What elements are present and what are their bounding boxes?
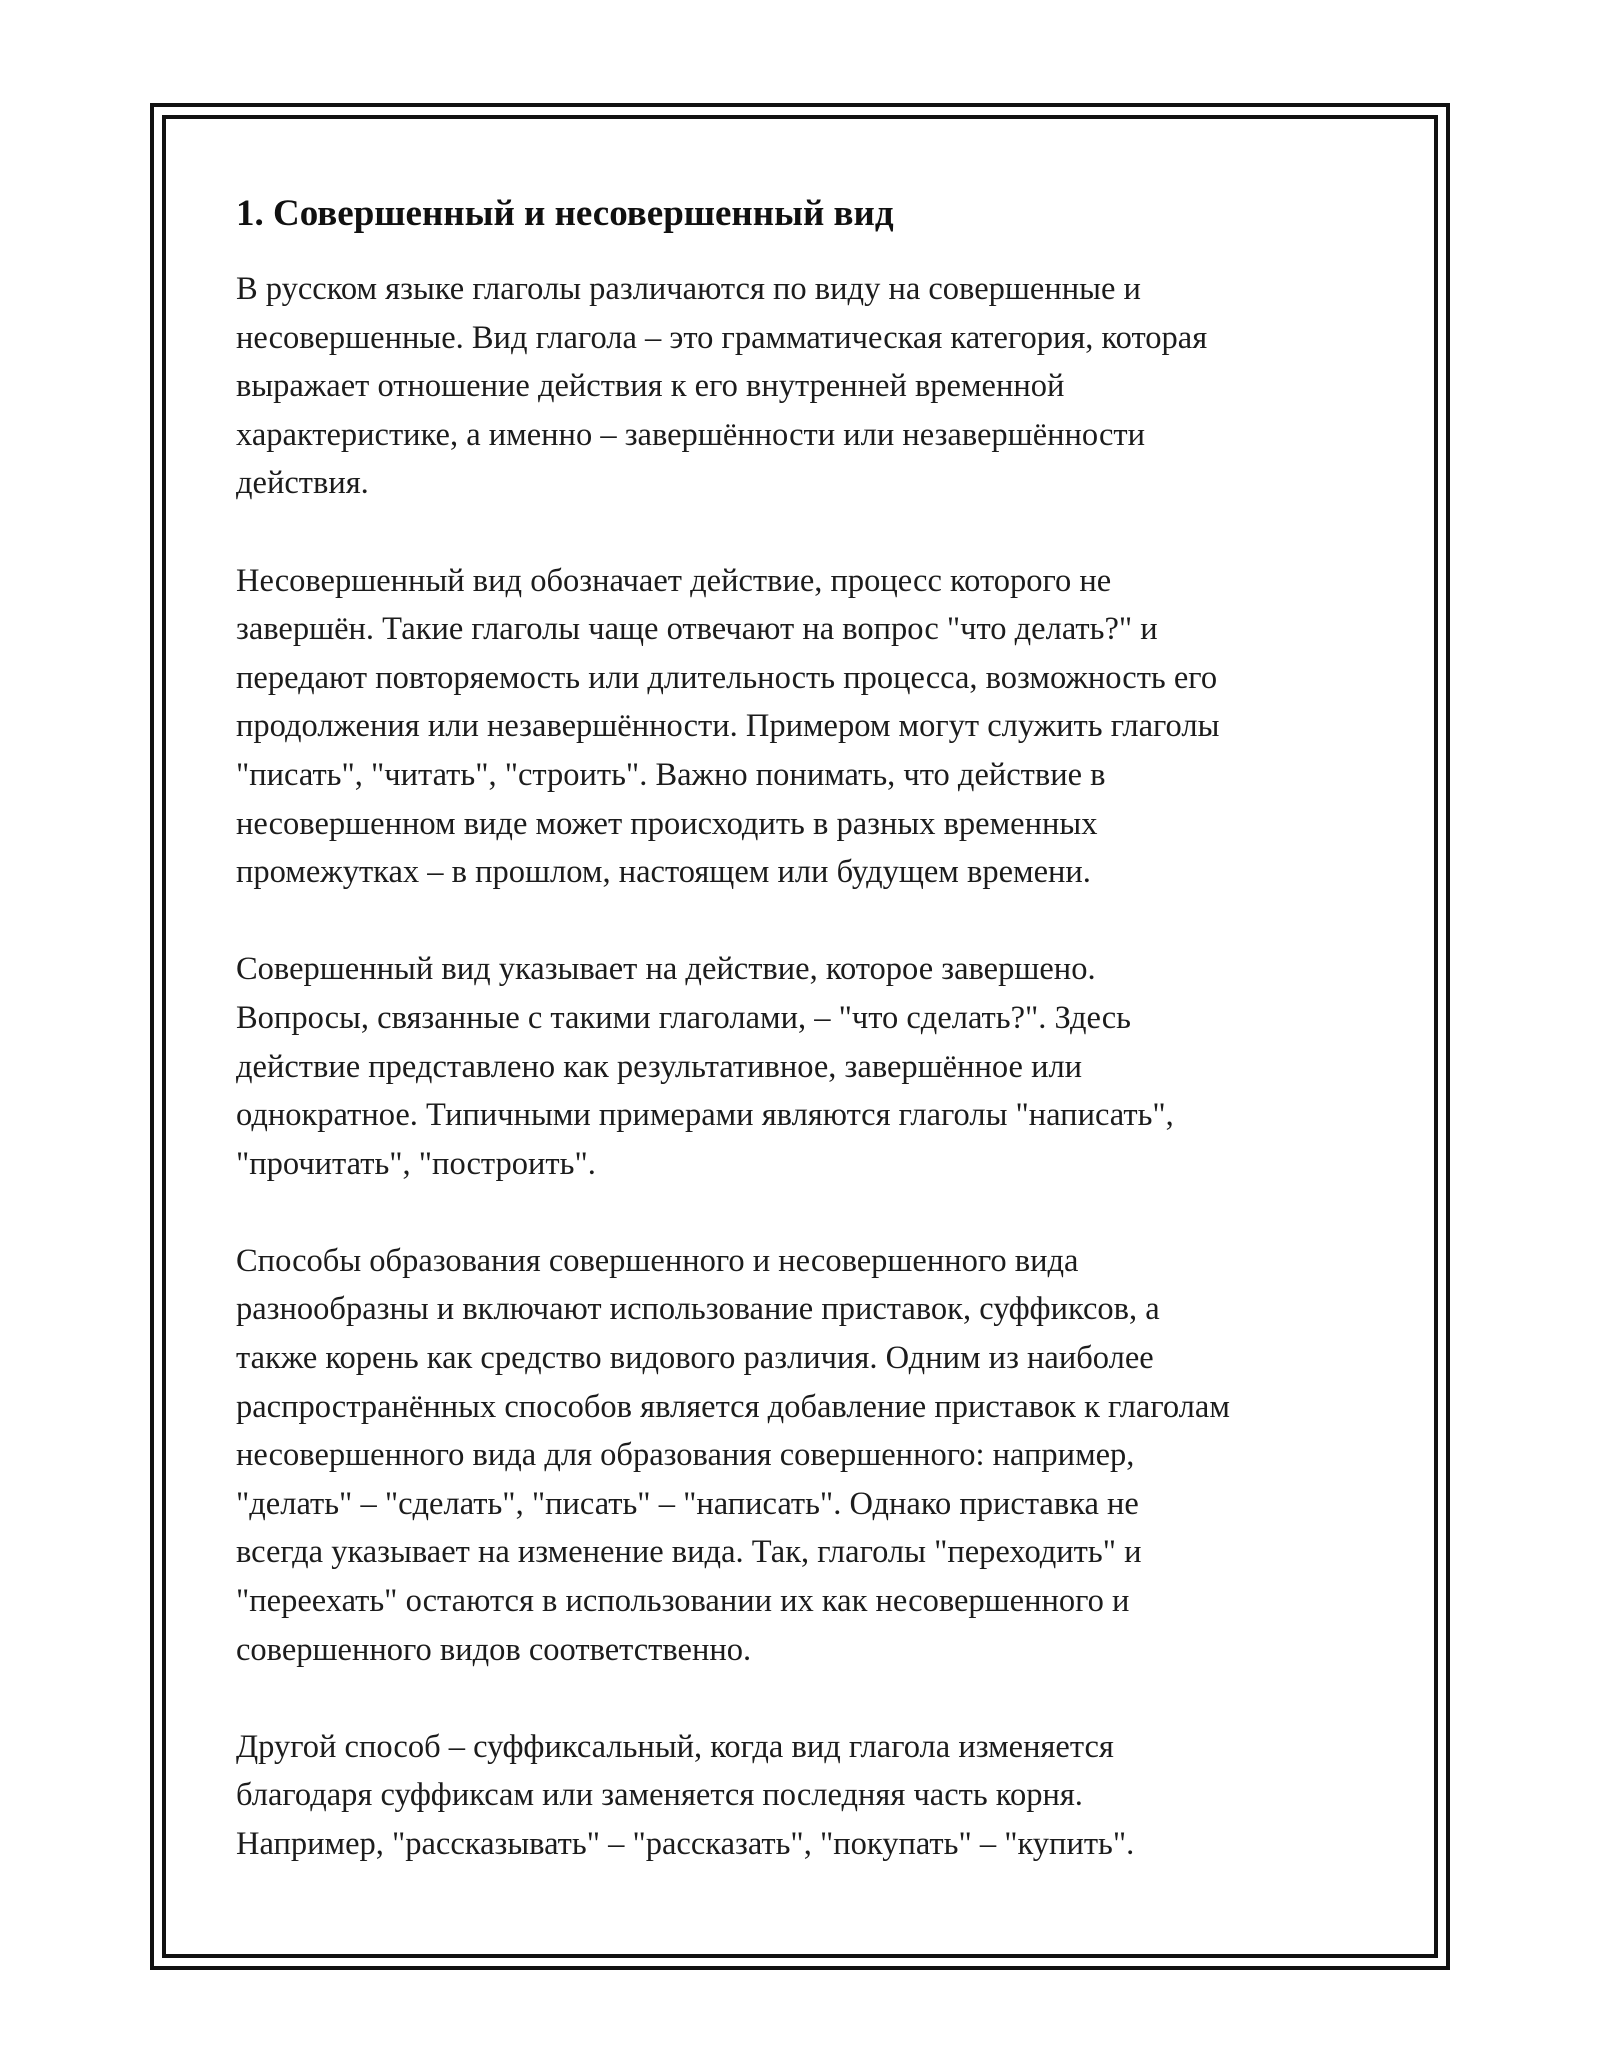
paragraph-imperfective: Несовершенный вид обозначает действие, процесс которого не завершён. Такие глаголы чаще отвечают на вопрос "что делать?" и передают повторяемость или длительность процесса, возможность его продолжения или незавершённости. Примером могут служить глаголы "писать", "читать", "строить". Важно понимать, что действие в несовершенном виде может происходить в разных временных промежутках – в прошлом, настоящем или будущем времени. [236, 562, 1220, 891]
paragraph-perfective: Совершенный вид указывает на действие, которое завершено. Вопросы, связанные с такими глаголами, – "что сделать?". Здесь действие представлено как результативное, завершённое или однократное. Типичными примерами являются глаголы "написать", "прочитать", "построить". [236, 951, 1174, 1182]
paragraph-prefix-formation: Способы образования совершенного и несовершенного вида разнообразны и включают использование приставок, суффиксов, а также корень как средство видового различия. Одним из наиболее распространённых способов является добавление приставок к глаголам несовершенного вида для образования совершенного: например, "делать" – "сделать", "писать" – "написать". Однако приставка не всегда указывает на изменение вида. Так, глаголы "переходить" и "переехать" остаются в использовании их как несовершенного и совершенного видов соответственно. [236, 1242, 1230, 1668]
document-body [236, 185, 1386, 1917]
paragraph-suffix-formation: Другой способ – суффиксальный, когда вид глагола изменяется благодаря суффиксам или заменяется последняя часть корня. Например, "рассказывать" – "рассказать", "покупать" – "купить". [236, 1728, 1135, 1862]
section-heading: 1. Совершенный и несовершенный вид [236, 193, 894, 234]
paragraph-verb-aspect-intro: В русском языке глаголы различаются по виду на совершенные и несовершенные. Вид глагола – это грамматическая категория, которая выражает отношение действия к его внутренней временной характеристике, а именно – завершённости или незавершённости действия. [236, 271, 1208, 502]
